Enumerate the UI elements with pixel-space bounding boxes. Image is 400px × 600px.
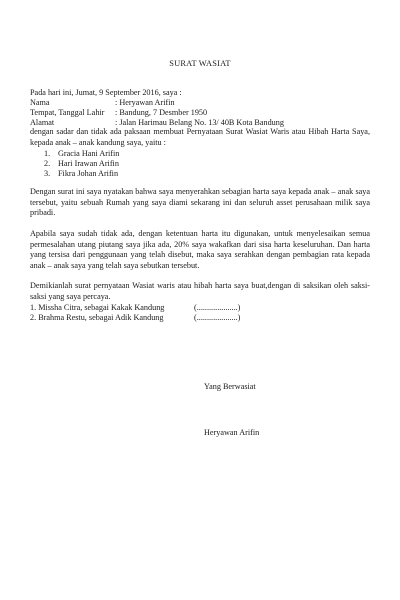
closing-label: Yang Berwasiat [204,382,256,391]
statement-intro: dengan sadar dan tidak ada paksaan membuat Pernyataan Surat Wasiat Waris atau Hibah Harta Saya, kepada anak – anak kandung saya, yaitu : [30,127,370,147]
child-name: Fikra Johan Arifin [58,169,119,178]
child-name: Gracia Hani Arifin [58,149,120,158]
paragraph-conditions: Apabila saya sudah tidak ada, dengan ketentuan harta itu digunakan, untuk menyelesaikan semua permesalahan utang piutang saya jika ada, 20% saya wakafkan dari sisa harta keseluruhan. Dan harta yang tersisa dari penggunaan yang telah disebut, maka saya serahkan dengan pembagian rata kepada anak – anak saya yang telah saya sebutkan tersebut. [30,229,370,270]
identity-row-birth [30,108,207,118]
identity-value: : Jalan Harimau Belang No. 13/ 40B Kota Bandung [115,118,284,127]
document-title: SURAT WASIAT [169,59,231,68]
witness-name: 2. Brahma Restu, sebagai Adik Kandung [30,313,164,322]
identity-value: : Bandung, 7 Desmber 1950 [115,108,208,117]
witness-signature: (....................) [194,303,241,312]
identity-label: Nama [30,98,50,107]
witness-name: 1. Missha Citra, sebagai Kakak Kandung [30,303,165,312]
paragraph-closing: Demikianlah surat pernyataan Wasiat waris atau hibah harta saya buat,dengan di saksikan oleh saksi-saksi yang saya percaya. [30,281,370,301]
identity-label: Tempat, Tanggal Lahir [30,108,105,117]
witness-signature: (....................) [194,313,241,322]
identity-label: Alamat [30,118,55,127]
child-name: Hari Irawan Arifin [58,159,119,168]
witness-row [30,303,240,313]
identity-row-name [30,98,175,108]
child-number: 2. [44,159,51,168]
opening-line: Pada hari ini, Jumat, 9 September 2016, saya : [30,88,182,97]
signer-name: Heryawan Arifin [204,428,260,437]
child-item [44,149,119,159]
paragraph-inheritance: Dengan surat ini saya nyatakan bahwa saya menyerahkan sebagian harta saya kepada anak – anak saya tersebut, yaitu sebuah Rumah yang saya diami sekarang ini dan seluruh asset perusahaan milik saya pribadi. [30,187,370,218]
child-number: 1. [44,149,51,158]
child-item [44,169,118,179]
witness-row [30,313,240,323]
identity-value: : Heryawan Arifin [115,98,175,107]
child-item [44,159,119,169]
child-number: 3. [44,169,51,178]
